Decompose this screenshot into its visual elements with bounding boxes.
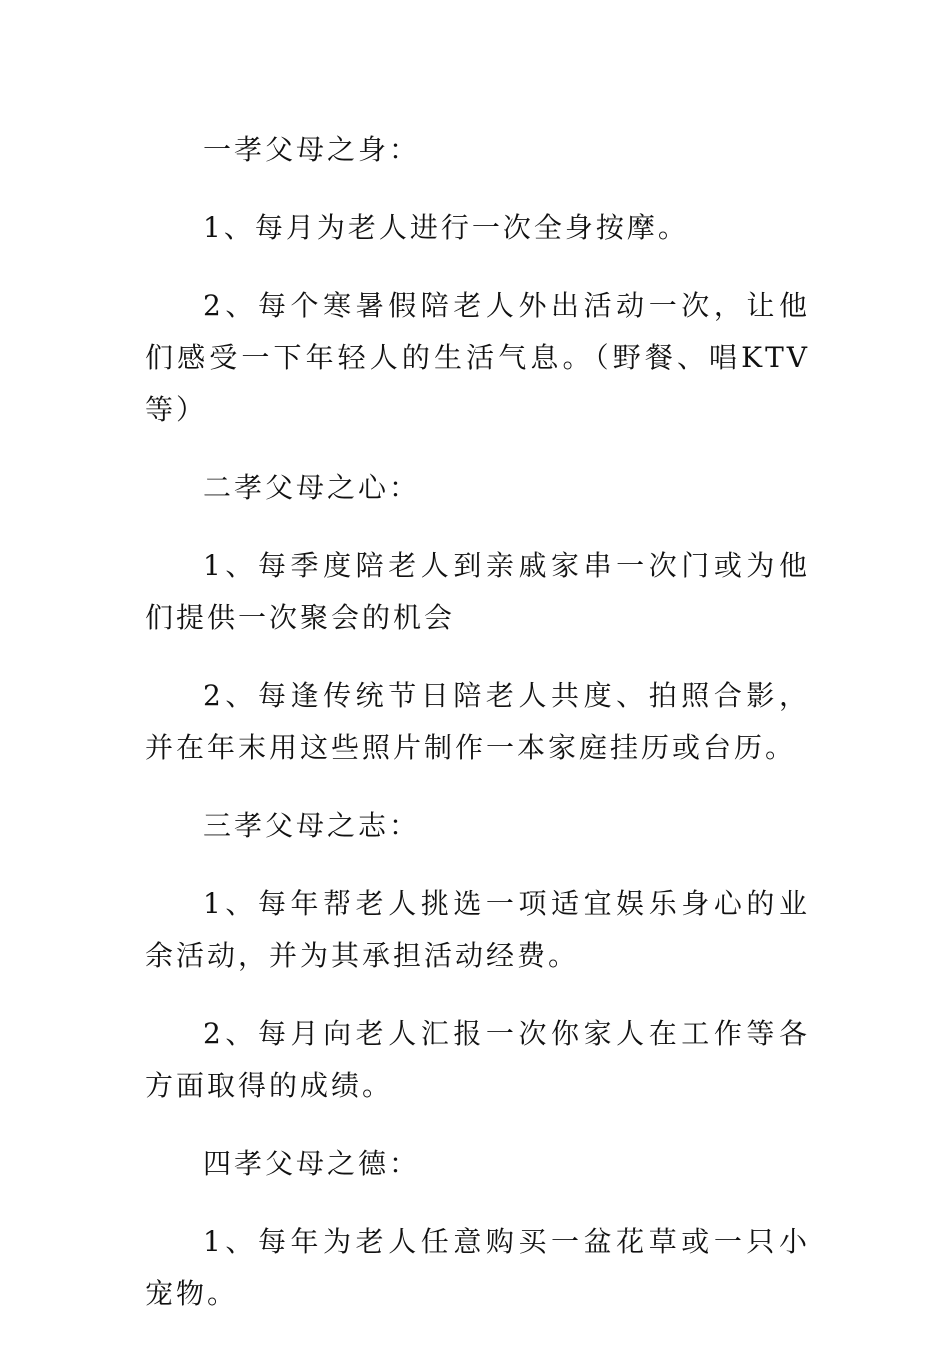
document-body bbox=[145, 124, 810, 1346]
virtue-item-flowers-pet: 1、每年为老人任意购买一盆花草或一只小宠物。 bbox=[145, 1225, 810, 1310]
aspiration-item-report: 2、每月向老人汇报一次你家人在工作等各方面取得的成绩。 bbox=[145, 1017, 810, 1102]
section-heading-body: 一孝父母之身： bbox=[203, 133, 421, 166]
body-item-outing: 2、每个寒暑假陪老人外出活动一次，让他们感受一下年轻人的生活气息。（野餐、唱KTV等） bbox=[145, 289, 810, 426]
body-item-massage: 1、每月为老人进行一次全身按摩。 bbox=[203, 211, 689, 244]
section-heading-heart: 二孝父母之心： bbox=[203, 471, 421, 504]
section-heading-aspiration: 三孝父母之志： bbox=[203, 809, 421, 842]
section-heading-virtue: 四孝父母之德： bbox=[203, 1147, 421, 1180]
heart-item-visit-relatives: 1、每季度陪老人到亲戚家串一次门或为他们提供一次聚会的机会 bbox=[145, 549, 810, 634]
heart-item-holiday-photos: 2、每逢传统节日陪老人共度、拍照合影，并在年末用这些照片制作一本家庭挂历或台历。 bbox=[145, 679, 810, 764]
aspiration-item-hobby: 1、每年帮老人挑选一项适宜娱乐身心的业余活动，并为其承担活动经费。 bbox=[145, 887, 810, 972]
